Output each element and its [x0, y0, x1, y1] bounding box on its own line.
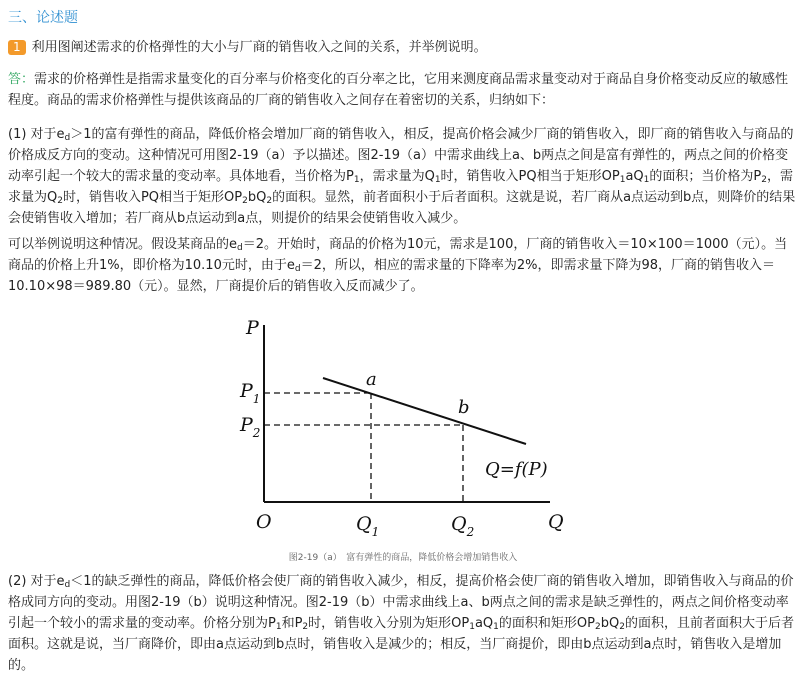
- q1-label: $Q_1$: [356, 513, 380, 539]
- answer-label: 答：: [8, 72, 35, 87]
- axis-label-q: Q: [548, 511, 564, 533]
- p2-label: $P_2$: [240, 414, 261, 440]
- question-text: 利用图阐述需求的价格弹性的大小与厂商的销售收入之间的关系，并举例说明。: [31, 40, 487, 55]
- answer-intro: [8, 69, 798, 111]
- figure-caption: 图2-19（a） 富有弹性的商品，降低价格会增加销售收入: [288, 553, 518, 563]
- section-title: 三、论述题: [8, 10, 78, 26]
- question: [8, 39, 487, 57]
- axis-label-p: P: [246, 317, 259, 339]
- demand-curve-figure: [222, 303, 582, 543]
- point-b-label: b: [458, 397, 470, 418]
- q2-label: $Q_2$: [451, 513, 475, 539]
- demand-curve: [323, 378, 526, 444]
- answer-point-2: (2) 对于$e_d<1$的缺乏弹性的商品，降低价格会使厂商的销售收入减少，相反，提高价格会使厂商的销售收入增加，即销售收入与商品的价格成同方向的变动。用图2-19（b）说明这种情况。图2-19（b）中需求曲线上a、b两点之间的需求是缺乏弹性的，两点之间价格变动率引起一个较小的需求量的变动率。价格分别为$P_1$和$P_2$时，销售收入分别为矩形$OP_1aQ_1$的面积和矩形$OP_2bQ_2$的面积，且前者面积大于后者面积。这就是说，当厂商降价，即由a点运动到b点时，销售收入是减少的；相反，当厂商提价，即由b点运动到a点时，销售收入是增加的。: [8, 574, 794, 673]
- origin-label: O: [256, 511, 272, 533]
- demand-function-label: Q=f(P): [485, 459, 548, 480]
- p1-label: $P_1$: [240, 380, 261, 406]
- question-number-badge: 1: [8, 40, 26, 55]
- point-a-label: a: [366, 369, 377, 390]
- answer-example: 可以举例说明这种情况。假设某商品的$e_d=2$。开始时，商品的价格为10元，需求是100，厂商的销售收入＝10×100＝1000（元）。当商品的价格上升1%，即价格为10.10元时，由于$e_d=2$，所以，相应的需求量的下降率为2%，即需求量下降为98，厂商的销售收入＝10.10×98＝989.80（元）。显然，厂商提价后的销售收入反而减少了。: [8, 237, 788, 294]
- answer-point-1: (1) 对于$e_d>1$的富有弹性的商品，降低价格会增加厂商的销售收入，相反，提高价格会减少厂商的销售收入，即厂商的销售收入与商品的价格成反方向的变动。这种情况可用图2-19（a）予以描述。图2-19（a）中需求曲线上a、b两点之间是富有弹性的，两点之间的价格变动率引起一个较大的需求量的变动率。具体地看，当价格为$P_1$，需求量为$Q_1$时，销售收入PQ相当于矩形$OP_1aQ_1$的面积；当价格为$P_2$，需求量为$Q_2$时，销售收入PQ相当于矩形$OP_2bQ_2$的面积。显然，前者面积小于后者面积。这就是说，若厂商从a点运动到b点，则降价的结果会使销售收入增加；若厂商从b点运动到a点，则提价的结果会使销售收入减少。: [8, 127, 796, 226]
- answer-intro-text: 需求的价格弹性是指需求量变化的百分率与价格变化的百分率之比，它用来测度商品需求量变动对于商品自身价格变动反应的敏感性程度。商品的需求价格弹性与提供该商品的厂商的销售收入之间存在着密切的关系，归纳如下：: [8, 72, 789, 108]
